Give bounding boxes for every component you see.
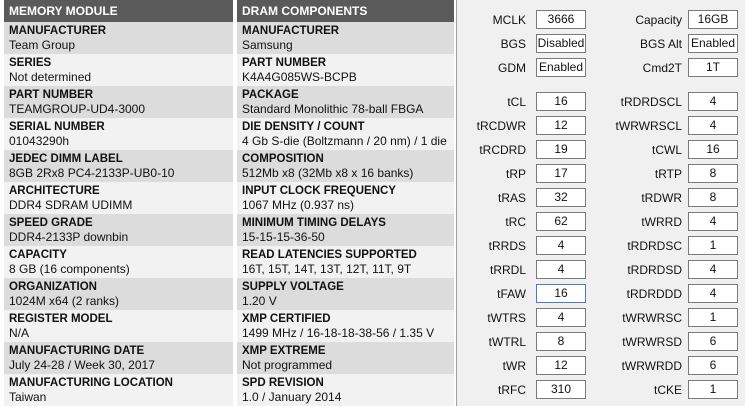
- dram-info-row-value: 512Mb x8 (32Mb x8 x 16 banks): [242, 166, 414, 180]
- dram-info-row: [237, 54, 454, 86]
- module-info-row: [4, 150, 233, 182]
- timing-row: [457, 308, 745, 332]
- timing-right-value[interactable]: 1: [688, 380, 738, 399]
- setting-left-value[interactable]: Enabled: [536, 58, 586, 77]
- timing-row: [457, 332, 745, 356]
- timing-left-value[interactable]: 12: [536, 356, 586, 375]
- timing-left-label: tRCDRD: [479, 143, 526, 157]
- module-info-row-label: SPEED GRADE: [9, 217, 93, 229]
- timing-left-value[interactable]: 16: [536, 284, 586, 303]
- module-info-row-label: CAPACITY: [9, 249, 67, 261]
- timing-left-label: tWTRS: [487, 311, 526, 325]
- dram-info-row: [237, 86, 454, 118]
- timing-left-value[interactable]: 19: [536, 140, 586, 159]
- module-info-row-label: MANUFACTURING LOCATION: [9, 377, 173, 389]
- module-info-row-label: MANUFACTURER: [9, 25, 107, 37]
- dram-components-rows: [237, 22, 454, 406]
- dram-info-row-value: 4 Gb S-die (Boltzmann / 20 nm) / 1 die: [242, 134, 447, 148]
- module-info-row-value: Taiwan: [9, 390, 47, 404]
- module-info-row-value: N/A: [9, 326, 30, 340]
- dram-info-row-value: 16T, 15T, 14T, 13T, 12T, 11T, 9T: [242, 262, 412, 276]
- memory-module-header: MEMORY MODULE: [4, 0, 233, 22]
- module-info-row-label: JEDEC DIMM LABEL: [9, 153, 123, 165]
- dram-info-row: [237, 150, 454, 182]
- dram-info-row: [237, 342, 454, 374]
- timing-left-value[interactable]: 62: [536, 212, 586, 231]
- timings-panel: [456, 0, 745, 406]
- timing-right-value[interactable]: 8: [688, 188, 738, 207]
- dram-info-row-label: XMP EXTREME: [242, 345, 326, 357]
- timing-right-value[interactable]: 4: [688, 260, 738, 279]
- module-info-row: [4, 374, 233, 406]
- timing-left-label: tRCDWR: [476, 119, 526, 133]
- dram-info-row: [237, 118, 454, 150]
- timing-right-label: tWRWRSC: [622, 311, 682, 325]
- dram-info-row: [237, 310, 454, 342]
- module-info-row-value: 1024M x64 (2 ranks): [9, 294, 120, 308]
- timing-right-label: tRDWR: [641, 191, 682, 205]
- timing-row: [457, 140, 745, 164]
- setting-left-value[interactable]: 3666: [536, 10, 586, 29]
- setting-right-value[interactable]: Enabled: [688, 34, 738, 53]
- timing-left-label: tRP: [505, 167, 526, 181]
- timing-right-label: tRDRDSC: [627, 239, 682, 253]
- timing-left-value[interactable]: 4: [536, 308, 586, 327]
- timing-row: [457, 164, 745, 188]
- timing-right-label: tRDRDSCL: [620, 95, 682, 109]
- module-info-row: [4, 182, 233, 214]
- dram-info-row-value: Not programmed: [242, 358, 333, 372]
- module-info-row: [4, 214, 233, 246]
- setting-right-label: Capacity: [635, 13, 682, 27]
- module-info-row-value: Not determined: [9, 70, 92, 84]
- timing-right-label: tCKE: [653, 383, 682, 397]
- setting-left-label: GDM: [498, 61, 526, 75]
- timing-right-label: tRDRDDD: [626, 287, 682, 301]
- timing-left-value[interactable]: 16: [536, 92, 586, 111]
- dram-info-row-value: 1.20 V: [242, 294, 277, 308]
- setting-left-value[interactable]: Disabled: [536, 34, 586, 53]
- memory-module-column: [4, 0, 233, 406]
- timing-left-value[interactable]: 17: [536, 164, 586, 183]
- dram-info-row-label: SUPPLY VOLTAGE: [242, 281, 344, 293]
- module-info-row-value: 01043290h: [9, 134, 70, 148]
- memory-module-rows: [4, 22, 233, 406]
- module-info-row: [4, 54, 233, 86]
- dram-info-row-label: INPUT CLOCK FREQUENCY: [242, 185, 396, 197]
- module-info-row-label: REGISTER MODEL: [9, 313, 113, 325]
- module-info-row-value: DDR4 SDRAM UDIMM: [9, 198, 133, 212]
- timing-left-value[interactable]: 32: [536, 188, 586, 207]
- dram-components-header: DRAM COMPONENTS: [237, 0, 454, 22]
- timing-right-label: tRDRDSD: [627, 263, 682, 277]
- dram-info-row-label: MANUFACTURER: [242, 25, 340, 37]
- module-info-row: [4, 118, 233, 150]
- setting-row: [457, 58, 745, 82]
- dram-info-row-value: 1499 MHz / 16-18-18-38-56 / 1.35 V: [242, 326, 435, 340]
- dram-info-row: [237, 214, 454, 246]
- timing-left-value[interactable]: 12: [536, 116, 586, 135]
- dram-info-row-label: COMPOSITION: [242, 153, 324, 165]
- timing-row: [457, 380, 745, 404]
- dram-info-row: [237, 374, 454, 406]
- setting-right-label: Cmd2T: [642, 61, 682, 75]
- module-info-row: [4, 310, 233, 342]
- module-info-row-value: 8GB 2Rx8 PC4-2133P-UB0-10: [9, 166, 175, 180]
- timing-row: [457, 92, 745, 116]
- timing-row: [457, 188, 745, 212]
- timing-right-value[interactable]: 1: [688, 308, 738, 327]
- module-info-row-label: ORGANIZATION: [9, 281, 97, 293]
- timing-left-label: tWTRL: [488, 335, 526, 349]
- setting-right-value[interactable]: 16GB: [688, 10, 738, 29]
- timing-right-label: tWRRD: [641, 215, 682, 229]
- dram-info-row-value: 15-15-15-36-50: [242, 230, 325, 244]
- timing-right-value[interactable]: 1: [688, 236, 738, 255]
- dram-info-row: [237, 278, 454, 310]
- timing-right-value[interactable]: 16: [688, 140, 738, 159]
- setting-right-value[interactable]: 1T: [688, 58, 738, 77]
- setting-row: [457, 10, 745, 34]
- module-info-row-value: 8 GB (16 components): [9, 262, 130, 276]
- dram-info-row-label: READ LATENCIES SUPPORTED: [242, 249, 417, 261]
- timing-right-value[interactable]: 4: [688, 116, 738, 135]
- timing-row: [457, 260, 745, 284]
- timing-right-label: tWRWRSD: [622, 335, 682, 349]
- module-info-row-label: SERIAL NUMBER: [9, 121, 105, 133]
- timing-left-label: tRAS: [497, 191, 526, 205]
- timing-left-value[interactable]: 4: [536, 236, 586, 255]
- dram-info-row-label: PART NUMBER: [242, 57, 327, 69]
- timing-left-label: tRRDS: [488, 239, 526, 253]
- timing-row: [457, 116, 745, 140]
- dram-components-column: [237, 0, 454, 406]
- timing-left-value[interactable]: 4: [536, 260, 586, 279]
- timing-right-value[interactable]: 4: [688, 284, 738, 303]
- module-info-row-value: DDR4-2133P downbin: [9, 230, 129, 244]
- module-info-row: [4, 278, 233, 310]
- module-info-row-label: ARCHITECTURE: [9, 185, 100, 197]
- module-info-row-value: TEAMGROUP-UD4-3000: [9, 102, 146, 116]
- module-info-row: [4, 22, 233, 54]
- module-info-row-label: PART NUMBER: [9, 89, 94, 101]
- dram-info-row-value: 1.0 / January 2014: [242, 390, 342, 404]
- module-info-row-label: SERIES: [9, 57, 52, 69]
- setting-right-label: BGS Alt: [639, 37, 682, 51]
- dram-info-row: [237, 182, 454, 214]
- dram-info-row: [237, 22, 454, 54]
- timing-row: [457, 356, 745, 380]
- timing-left-value[interactable]: 310: [536, 380, 586, 399]
- dram-info-row-value: Standard Monolithic 78-ball FBGA: [242, 102, 424, 116]
- timing-left-label: tRC: [505, 215, 526, 229]
- dram-info-row-value: Samsung: [242, 38, 293, 52]
- setting-left-label: MCLK: [492, 13, 526, 27]
- module-info-row: [4, 342, 233, 374]
- dram-info-row-label: PACKAGE: [242, 89, 299, 101]
- dram-info-row-label: MINIMUM TIMING DELAYS: [242, 217, 386, 229]
- timing-row: [457, 212, 745, 236]
- dram-info-row-value: K4A4G085WS-BCPB: [242, 70, 357, 84]
- timing-right-label: tRTP: [654, 167, 682, 181]
- setting-row: [457, 34, 745, 58]
- timing-right-label: tWRWRDD: [621, 359, 682, 373]
- timing-left-label: tRFC: [498, 383, 526, 397]
- dram-info-row-label: DIE DENSITY / COUNT: [242, 121, 365, 133]
- timing-right-value[interactable]: 4: [688, 212, 738, 231]
- dram-info-row-label: SPD REVISION: [242, 377, 324, 389]
- module-info-row: [4, 86, 233, 118]
- timing-right-label: tWRWRSCL: [615, 119, 682, 133]
- timing-right-label: tCWL: [652, 143, 682, 157]
- dram-info-row-value: 1067 MHz (0.937 ns): [242, 198, 355, 212]
- timing-left-label: tWR: [502, 359, 526, 373]
- timing-right-value[interactable]: 4: [688, 92, 738, 111]
- timing-left-label: tRRDL: [489, 263, 526, 277]
- setting-left-label: BGS: [500, 37, 526, 51]
- dram-info-row-label: XMP CERTIFIED: [242, 313, 331, 325]
- timing-left-value[interactable]: 8: [536, 332, 586, 351]
- module-info-row-label: MANUFACTURING DATE: [9, 345, 145, 357]
- module-info-row-value: Team Group: [9, 38, 76, 52]
- timing-left-label: tCL: [507, 95, 526, 109]
- timing-right-value[interactable]: 6: [688, 332, 738, 351]
- dram-info-row: [237, 246, 454, 278]
- module-info-row: [4, 246, 233, 278]
- timing-right-value[interactable]: 6: [688, 356, 738, 375]
- timing-row: [457, 236, 745, 260]
- timing-row: [457, 284, 745, 308]
- timing-left-label: tFAW: [497, 287, 526, 301]
- module-info-row-value: July 24-28 / Week 30, 2017: [9, 358, 155, 372]
- timing-right-value[interactable]: 8: [688, 164, 738, 183]
